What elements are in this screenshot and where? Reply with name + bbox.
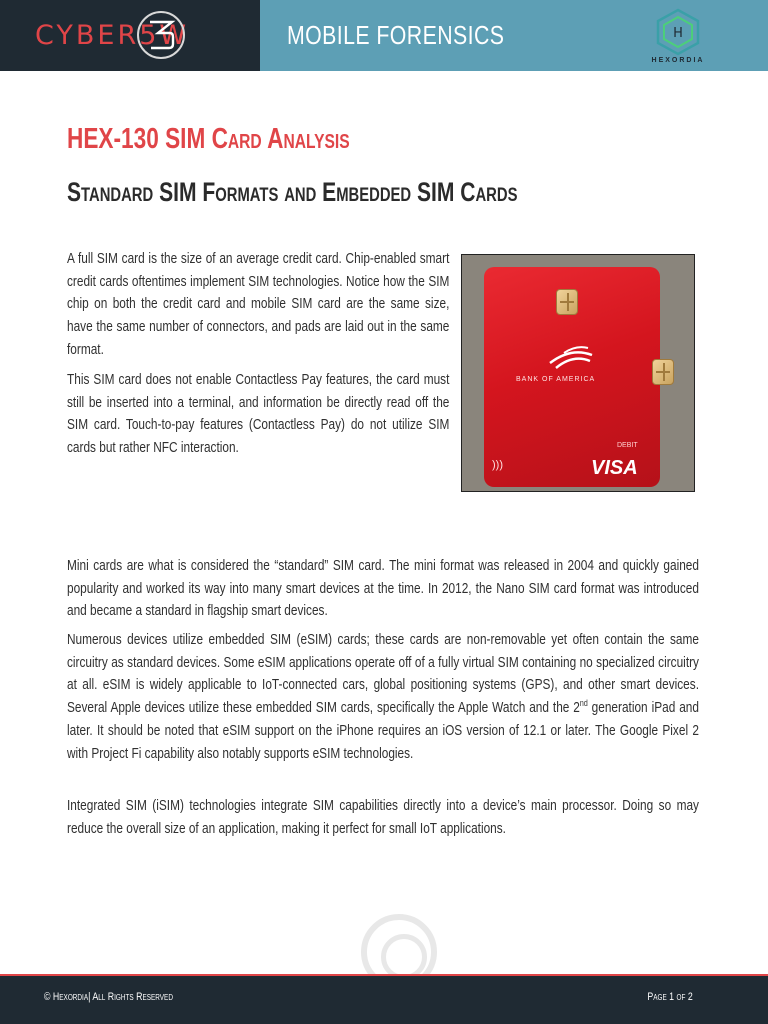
course-title: MOBILE FORENSICS <box>287 20 505 50</box>
course-banner <box>260 0 768 71</box>
credit-card-photo <box>461 254 695 492</box>
document-title: HEX-130 SIM Card Analysis <box>67 123 350 155</box>
page-footer <box>0 974 768 1024</box>
svg-text:H: H <box>673 26 683 41</box>
paragraph-isim: Integrated SIM (iSIM) technologies integrate SIM capabilities directly into a device’s main processor. Doing so may reduce the overall size of an application, making it perfect for small IoT applications. <box>67 797 699 837</box>
footer-page-number: Page 1 of 2 <box>647 991 693 1003</box>
bank-flag-icon <box>546 345 596 371</box>
page-header <box>0 0 768 71</box>
card-bank-text: BANK OF AMERICA <box>516 376 596 383</box>
card-debit-text: DEBIT <box>617 442 638 449</box>
cyber5w-logo <box>0 0 260 71</box>
footer-copyright: © Hexordia| All Rights Reserved <box>44 991 173 1003</box>
document-subtitle: Standard SIM Formats and Embedded SIM Cards <box>67 177 518 207</box>
contactless-icon: ))) <box>492 459 503 471</box>
cyber5w-ring-icon <box>137 11 185 59</box>
paragraph-full-sim: A full SIM card is the size of an average credit card. Chip-enabled smart credit cards oftentimes implement SIM technologies. Notice how the SIM chip on both the credit card and mobile SIM card are the same size, have the same number of connectors, and pads are laid out in the same format. <box>67 250 450 358</box>
hexordia-logo-word: HEXORDIA <box>651 57 705 64</box>
card-chip-icon <box>556 289 578 315</box>
card-visa-text: VISA <box>591 457 638 479</box>
sim-chip-icon <box>652 359 674 385</box>
paragraph-mini-cards: Mini cards are what is considered the “standard” SIM card. The mini format was released in 2004 and quickly gained popularity and worked its way into many smart devices at the time. In 2012, the Nano SIM card format was introduced and became a standard in flagship smart devices. <box>67 557 699 620</box>
credit-card <box>484 267 660 487</box>
paragraph-esim: Numerous devices utilize embedded SIM (eSIM) cards; these cards are non-removable yet often contain the same circuitry as standard devices. Some eSIM applications operate off of a fully virtual SIM containing no specialized circuitry at all. eSIM is widely applicable to IoT-connected cars, global positioning systems (GPS), and other smart devices. Several Apple devices utilize these embedded SIM cards, specifically the Apple Watch and the 2nd generation iPad and later. It should be noted that eSIM support on the iPhone requires an iOS version of 12.1 or later. The Google Pixel 2 with Project Fi capability also notably supports eSIM technologies. <box>67 631 699 762</box>
hexordia-logo <box>648 8 708 66</box>
hexagon-icon <box>653 8 703 56</box>
cyber5w-logo-text: CYBER5W <box>35 20 190 51</box>
paragraph-contactless: This SIM card does not enable Contactless Pay features, the card must still be inserted into a terminal, and information be directly read off the SIM card. Touch-to-pay features (Contactless Pay) do not utilize SIM cards but rather NFC interaction. <box>67 371 450 457</box>
